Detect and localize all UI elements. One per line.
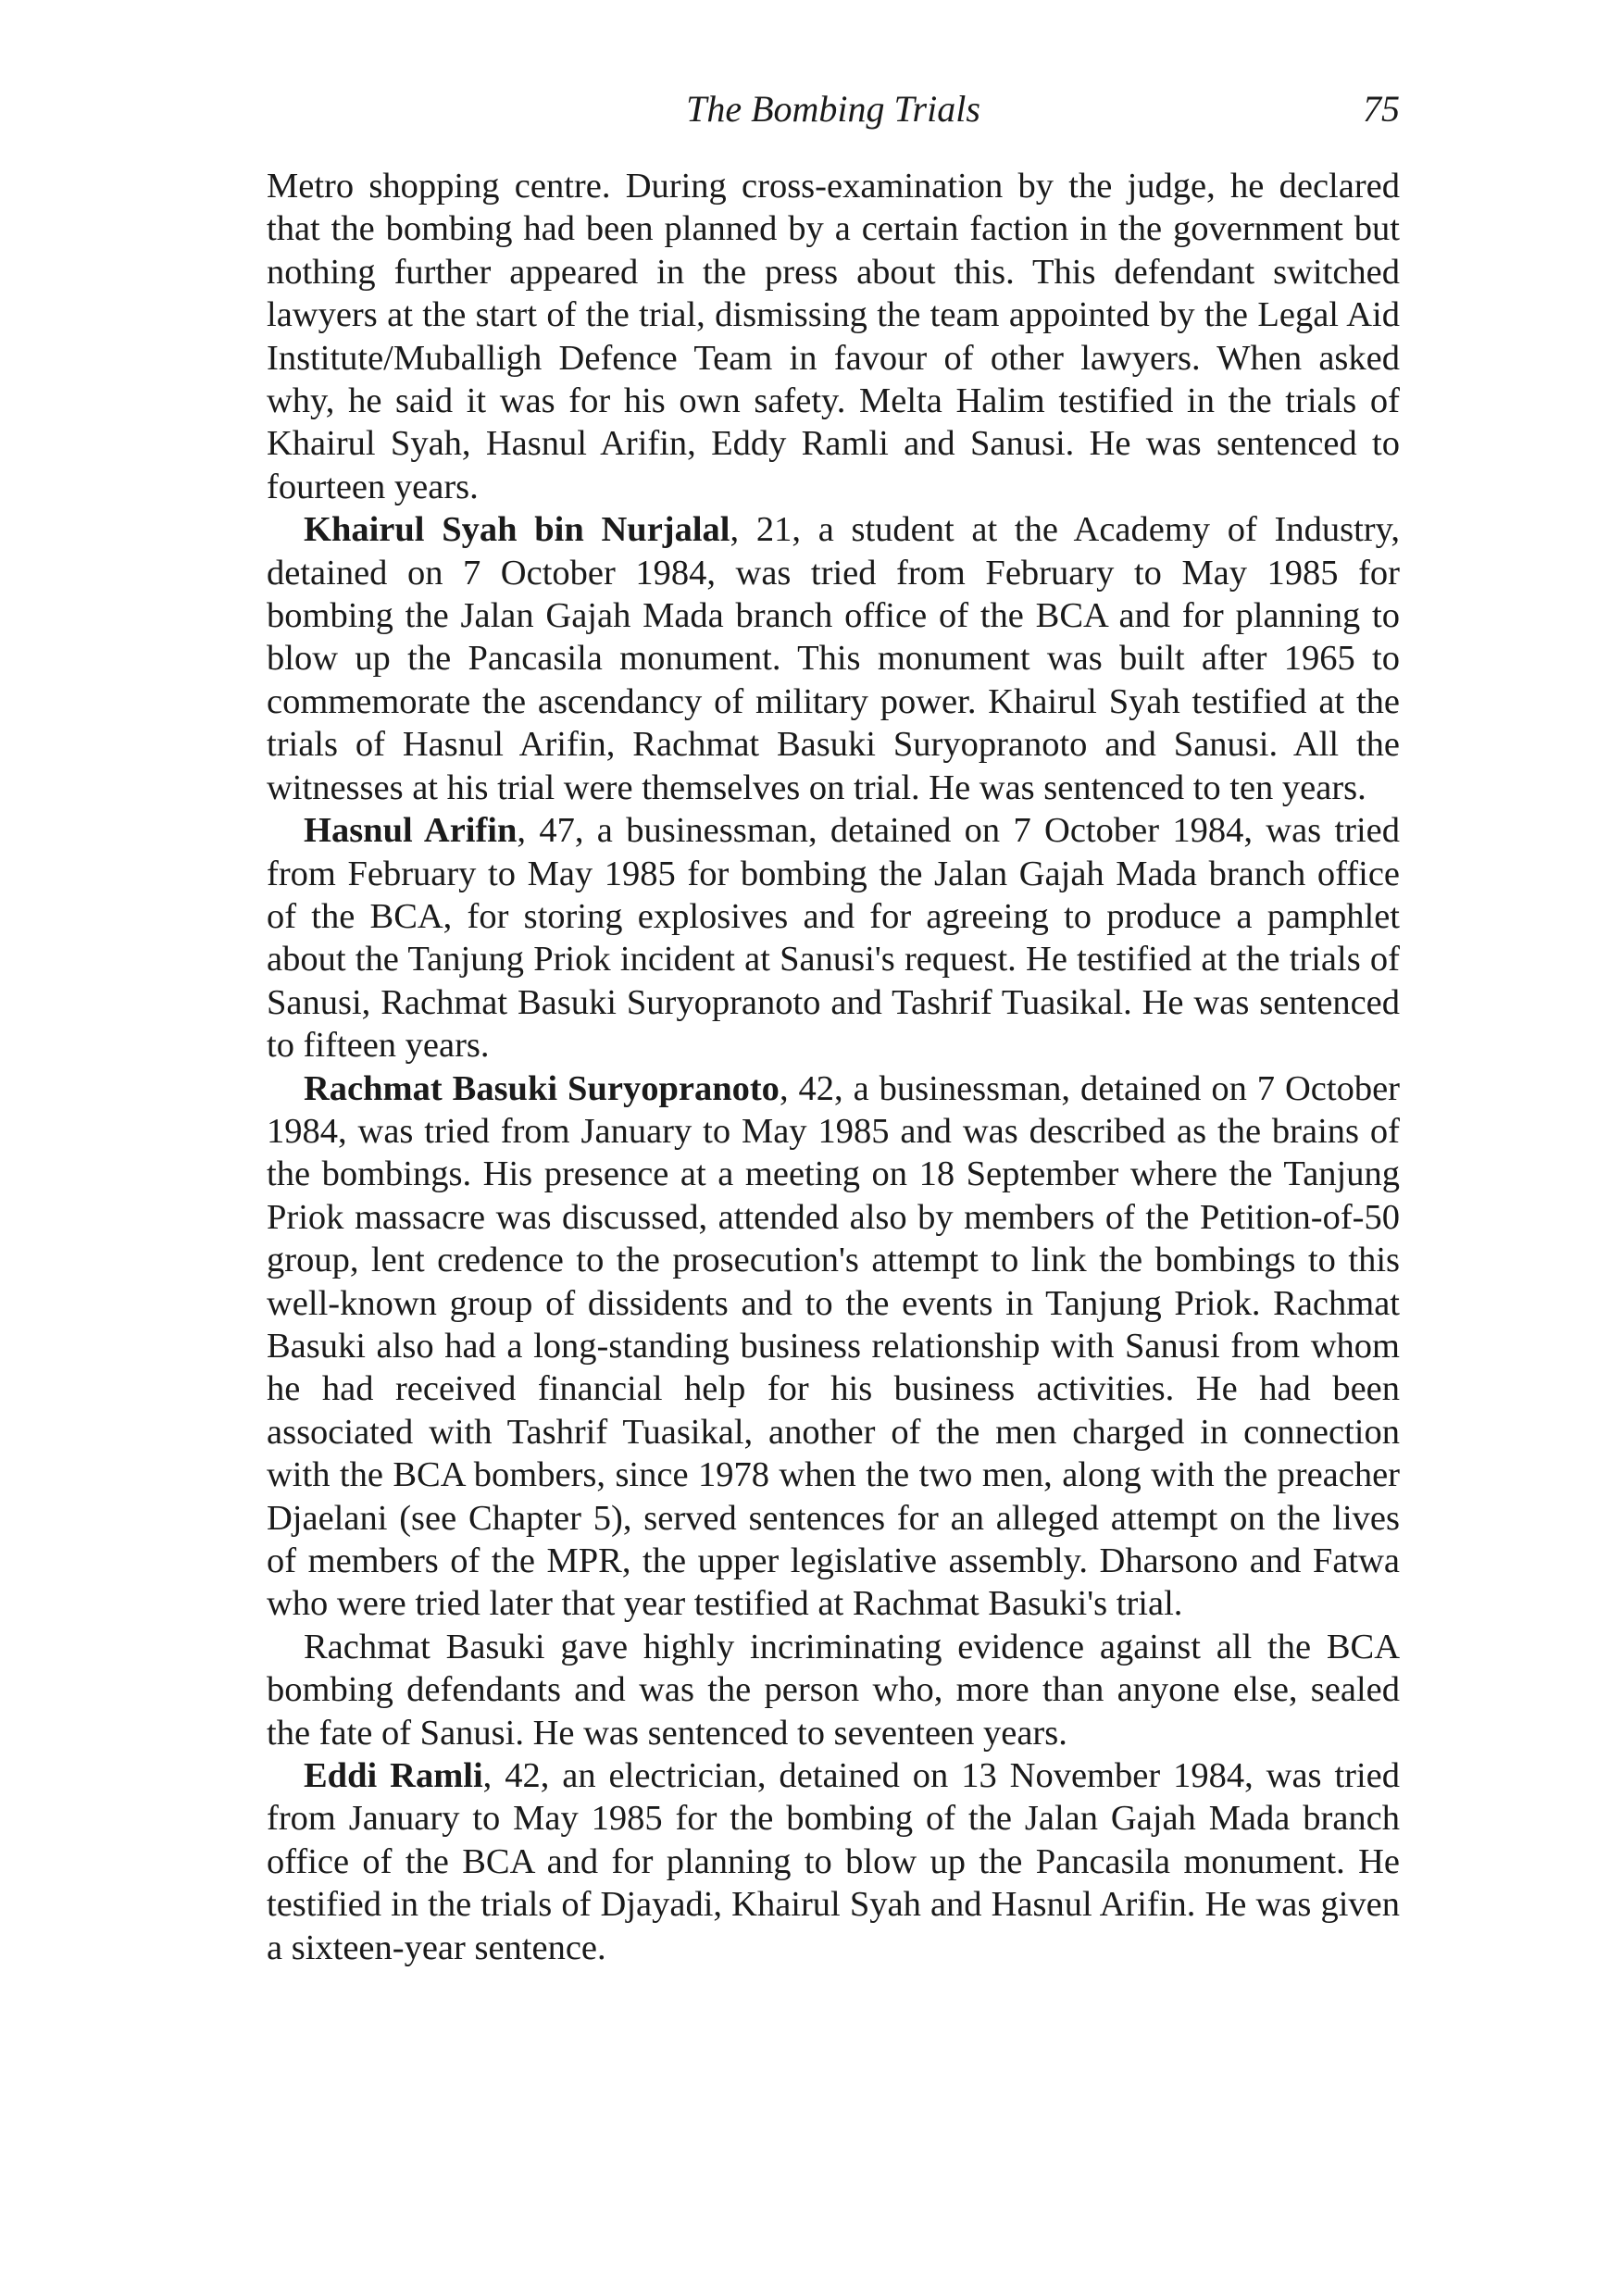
defendant-name: Khairul Syah bin Nurjalal	[304, 510, 730, 550]
paragraph-rachmat-basuki-evidence	[267, 1626, 1400, 1754]
running-header	[267, 81, 1400, 137]
paragraph-text: , 42, a businessman, detained on 7 October 1984, was tried from January to May 1985 and was described as the brains of the bombings. His presence at a meeting on 18 September where the Tanjung Priok massacre was discussed, attended also by members of the Petition-of-50 group, lent credence to the prosecution's attempt to link the bombings to this well-known group of dissidents and to the events in Tanjung Priok. Rachmat Basuki also had a long-standing business relationship with Sanusi from whom he had received financial help for his business activities. He had been associated with Tashrif Tuasikal, another of the men charged in connection with the BCA bombers, since 1978 when the two men, along with the preacher Djaelani (see Chapter 5), served sentences for an alleged attempt on the lives of members of the MPR, the upper legislative assembly. Dharsono and Fatwa who were tried later that year testified at Rachmat Basuki's trial.	[267, 1068, 1400, 1624]
defendant-name: Rachmat Basuki Suryopranoto	[304, 1068, 780, 1108]
page-number: 75	[1363, 88, 1400, 130]
paragraph-text: Metro shopping centre. During cross-examination by the judge, he declared that the bombing had been planned by a certain faction in the government but nothing further appeared in the press about this. This defendant switched lawyers at the start of the trial, dismissing the team appointed by the Legal Aid Institute/Muballigh Defence Team in favour of other lawyers. When asked why, he said it was for his own safety. Melta Halim testified in the trials of Khairul Syah, Hasnul Arifin, Eddy Ramli and Sanusi. He was sentenced to fourteen years.	[267, 167, 1400, 506]
paragraph-text: , 21, a student at the Academy of Industry, detained on 7 October 1984, was tried from February to May 1985 for bombing the Jalan Gajah Mada branch office of the BCA and for planning to blow up the Pancasila monument. This monument was built after 1965 to commemorate the ascendancy of military power. Khairul Syah testified at the trials of Hasnul Arifin, Rachmat Basuki Suryopranoto and Sanusi. All the witnesses at his trial were themselves on trial. He was sentenced to ten years.	[267, 510, 1400, 807]
paragraph-eddi-ramli	[267, 1754, 1400, 1969]
paragraph-text: , 47, a businessman, detained on 7 October 1984, was tried from February to May 1985 for bombing the Jalan Gajah Mada branch office of the BCA, for storing explosives and for agreeing to produce a pamphlet about the Tanjung Priok incident at Sanusi's request. He testified at the trials of Sanusi, Rachmat Basuki Suryopranoto and Tashrif Tuasikal. He was sentenced to fifteen years.	[267, 811, 1401, 1066]
paragraph-text: , 42, an electrician, detained on 13 November 1984, was tried from January to May 1985 for the bombing of the Jalan Gajah Mada branch office of the BCA and for planning to blow up the Pancasila monument. He testified in the trials of Djayadi, Khairul Syah and Hasnul Arifin. He was given a sixteen-year sentence.	[267, 1756, 1400, 1967]
paragraph-rachmat-basuki	[267, 1067, 1400, 1626]
body-text	[267, 165, 1400, 1969]
defendant-name: Hasnul Arifin	[304, 811, 518, 851]
paragraph-continuation	[267, 165, 1400, 508]
defendant-name: Eddi Ramli	[304, 1756, 483, 1796]
chapter-title: The Bombing Trials	[686, 88, 980, 130]
paragraph-khairul-syah	[267, 508, 1400, 809]
paragraph-text: Rachmat Basuki gave highly incriminating evidence against all the BCA bombing defendants and was the person who, more than anyone else, sealed the fate of Sanusi. He was sentenced to seventeen years.	[267, 1627, 1400, 1753]
paragraph-hasnul-arifin	[267, 809, 1400, 1067]
